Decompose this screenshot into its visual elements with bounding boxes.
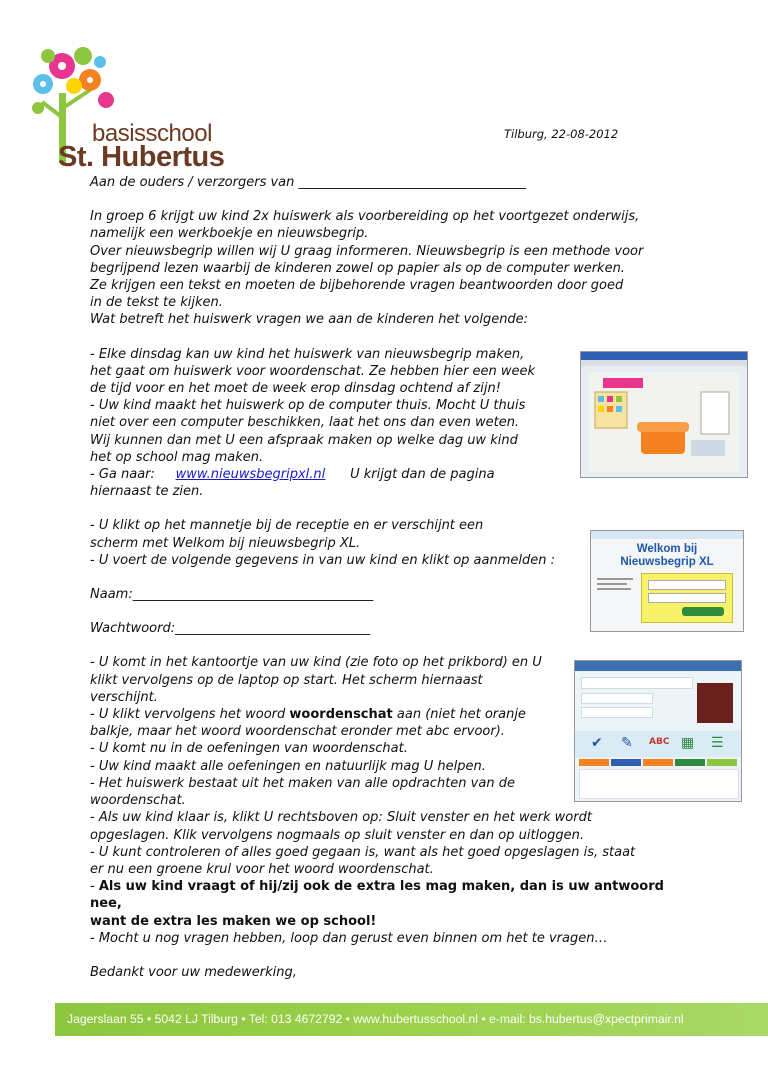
instruction-line: Wij kunnen dan met U een afspraak maken op welke dag uw kind: [90, 432, 518, 448]
intro-line: In groep 6 krijgt uw kind 2x huiswerk als voorbereiding op het voortgezet onderwijs,: [90, 209, 640, 225]
tab-orange[interactable]: [579, 759, 609, 766]
instruction-line: de tijd voor en het moet de week erop dinsdag ochtend af zijn!: [90, 381, 501, 397]
goto-suffix: U krijgt dan de pagina: [350, 467, 495, 483]
list-icon: ☰: [711, 735, 724, 751]
pen-icon: ✎: [621, 735, 633, 751]
instruction-line: - U klikt op het mannetje bij de receptie en er verschijnt een: [90, 518, 484, 534]
footer-contact-bar: Jagerslaan 55 • 5042 LJ Tilburg • Tel: 013 4672792 • www.hubertusschool.nl • e-mail: bs.hubertus@xpectprimair.nl: [55, 1003, 768, 1036]
school-name-line1: basisschool: [92, 120, 212, 147]
screenshot-laptop: [574, 660, 742, 802]
instruction-line: woordenschat.: [90, 793, 186, 809]
instruction-line: opgeslagen. Klik vervolgens nogmaals op sluit venster en dan op uitloggen.: [90, 827, 584, 843]
tab-lightgreen[interactable]: [707, 759, 737, 766]
website-link[interactable]: www.nieuwsbegripxl.nl: [175, 467, 326, 483]
category-icons: [575, 731, 741, 757]
office-illustration: [581, 352, 747, 477]
laptop-menu-item[interactable]: [581, 693, 653, 704]
bold-notice: Als uw kind vraagt of hij/zij ook de extra les mag maken, dan is uw antwoord nee,: [90, 879, 664, 912]
tab-green[interactable]: [675, 759, 705, 766]
salutation: Aan de ouders / verzorgers van ___________________________________: [90, 175, 527, 190]
woordenschat-bold: woordenschat: [289, 707, 393, 723]
screenshot-login: [590, 530, 744, 632]
grid-icon: ▦: [681, 735, 695, 751]
instruction-line: - Mocht u nog vragen hebben, loop dan gerust even binnen om het te vragen…: [90, 930, 608, 946]
instruction-line: er nu een groene krul voor het woord woordenschat.: [90, 861, 434, 877]
aanmelden-button[interactable]: [682, 607, 724, 616]
instruction-line: - U kunt controleren of alles goed gegaan is, want als het goed opgeslagen is, staat: [90, 844, 636, 860]
intro-line: Over nieuwsbegrip willen wij U graag informeren. Nieuwsbegrip is een methode voor: [90, 243, 644, 259]
intro-line: Wat betreft het huiswerk vragen we aan de kinderen het volgende:: [90, 312, 529, 328]
instruction-line: hiernaast te zien.: [90, 484, 204, 500]
laptop-greeting: [581, 677, 693, 689]
instruction-line: [90, 878, 680, 912]
login-intro-text: [597, 575, 637, 605]
username-input[interactable]: [648, 580, 726, 590]
laptop-titlebar: [575, 661, 741, 671]
instruction-line: scherm met Welkom bij nieuwsbegrip XL.: [90, 535, 361, 551]
instruction-line: - U voert de volgende gegevens in van uw kind en klikt op aanmelden :: [90, 552, 555, 568]
goto-label: - Ga naar:: [90, 467, 155, 483]
welcome-title-line2: Nieuwsbegrip XL: [620, 556, 714, 568]
closing: Bedankt voor uw medewerking,: [90, 964, 297, 980]
intro-line: namelijk een werkboekje en nieuwsbegrip.: [90, 226, 369, 242]
instruction-line: - U komt nu in de oefeningen van woordenschat.: [90, 741, 408, 757]
poster-image: [697, 683, 733, 723]
abc-icon[interactable]: ABC: [649, 737, 670, 747]
bold-notice: want de extra les maken we op school!: [90, 913, 377, 929]
wachtwoord-field: Wachtwoord:______________________________: [90, 621, 371, 637]
login-topbar: [591, 531, 743, 539]
instruction-line: - Elke dinsdag kan uw kind het huiswerk van nieuwsbegrip maken,: [90, 346, 525, 362]
instruction-line: het op school mag maken.: [90, 449, 264, 465]
letter-date: Tilburg, 22-08-2012: [504, 127, 619, 141]
instruction-line: niet over een computer beschikken, laat het ons dan even weten.: [90, 415, 520, 431]
screenshot-office: [580, 351, 748, 478]
instruction-line: - Uw kind maakt het huiswerk op de computer thuis. Mocht U thuis: [90, 398, 526, 414]
instruction-line: - Uw kind maakt alle oefeningen en natuurlijk mag U helpen.: [90, 758, 486, 774]
welcome-title: [597, 543, 737, 569]
password-input[interactable]: [648, 593, 726, 603]
text-span: aan (niet het oranje: [392, 707, 526, 723]
instruction-line: - U komt in het kantoortje van uw kind (zie foto op het prikbord) en U: [90, 655, 542, 671]
text-span: - U klikt vervolgens het woord: [90, 707, 290, 723]
login-form: [641, 573, 733, 623]
instruction-line: - Het huiswerk bestaat uit het maken van alle opdrachten van de: [90, 775, 515, 791]
text-span: -: [90, 879, 99, 895]
instruction-line: klikt vervolgens op de laptop op start. Het scherm hiernaast: [90, 672, 483, 688]
checkmark-icon: ✔: [591, 735, 603, 751]
exercise-list: [579, 769, 739, 799]
tab-blue[interactable]: [611, 759, 641, 766]
welcome-title-line1: Welkom bij: [636, 543, 698, 555]
laptop-menu-item[interactable]: [581, 707, 653, 718]
intro-line: in de tekst te kijken.: [90, 295, 223, 311]
school-name-line2: St. Hubertus: [58, 141, 225, 173]
naam-field: Naam:_____________________________________: [90, 587, 374, 603]
intro-line: Ze krijgen een tekst en moeten de bijbehorende vragen beantwoorden door goed: [90, 278, 624, 294]
instruction-line: balkje, maar het woord woordenschat eronder met abc ervoor).: [90, 724, 505, 740]
intro-line: begrijpend lezen waarbij de kinderen zowel op papier als op de computer werken.: [90, 260, 625, 276]
tab-woordenschat[interactable]: [643, 759, 673, 766]
instruction-line: verschijnt.: [90, 689, 158, 705]
instruction-line: het gaat om huiswerk voor woordenschat. Ze hebben hier een week: [90, 363, 536, 379]
instruction-line: - Als uw kind klaar is, klikt U rechtsboven op: Sluit venster en het werk wordt: [90, 810, 592, 826]
